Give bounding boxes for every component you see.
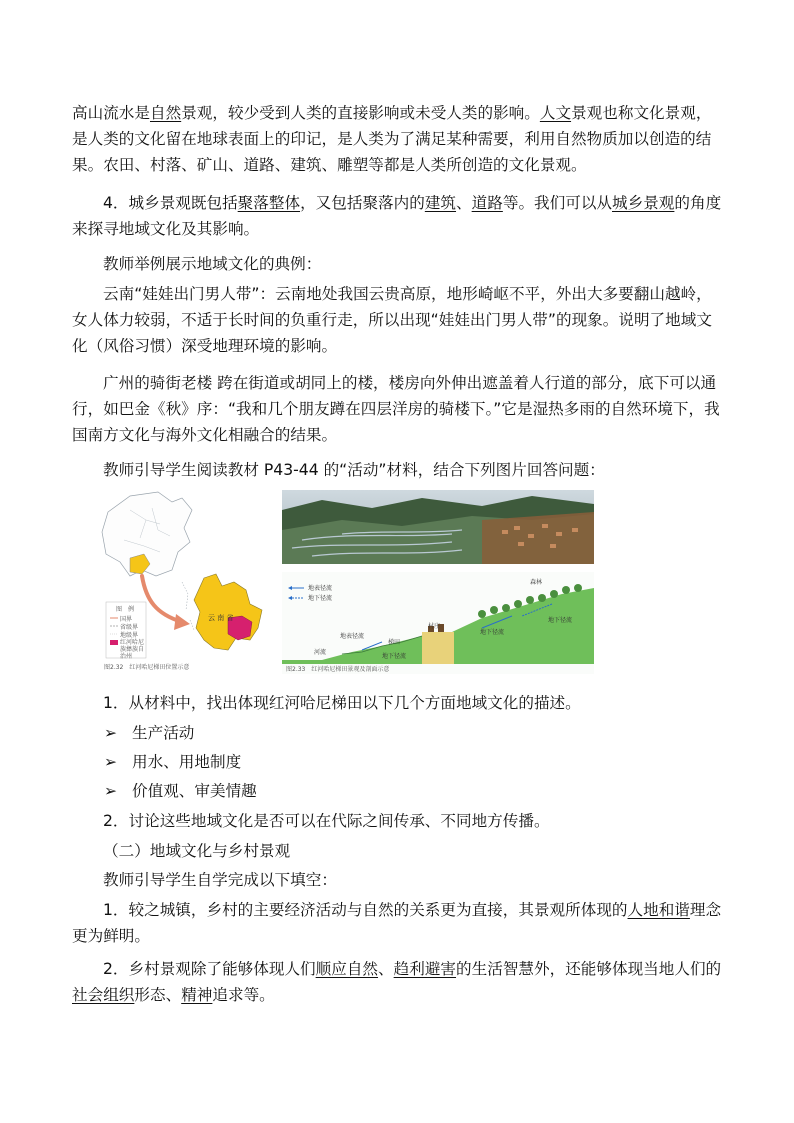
underlined-answer: 顺应自然	[315, 960, 379, 978]
terrace-landscape-photo	[282, 490, 594, 564]
underlined-answer: 社会组织	[72, 986, 135, 1004]
bullet-item	[104, 720, 194, 746]
yunnan-province-map	[194, 574, 262, 650]
zoom-arrow-head	[174, 614, 190, 630]
legend-underground-runoff: 地下径流	[308, 595, 333, 602]
label-terrace: 梯田	[388, 639, 401, 646]
text: 高山流水是	[72, 104, 150, 122]
underlined-answer: 道路	[471, 194, 503, 212]
text: 景观，较少受到人类的直接影响或未受人类的影响。	[181, 104, 540, 122]
text: 景观也称文化景观，是人类的文化留在地球表面上的印记，是人类为了满足某种需要，利用自然物质加以创造的结果。农田、村落、矿山、道路、建筑、雕塑等都是人类所创造的文化景观。	[72, 104, 712, 174]
label-surface-runoff: 地表径流	[340, 633, 365, 640]
label-forest: 森林	[530, 579, 543, 586]
question-2: 2．讨论这些地域文化是否可以在代际之间传承、不同地方传播。	[103, 812, 550, 830]
text: 2．乡村景观除了能够体现人们	[103, 960, 316, 978]
question-1: 1．从材料中，找出体现红河哈尼梯田以下几个方面地域文化的描述。	[103, 694, 581, 712]
label-underground-runoff: 地下径流	[382, 653, 407, 660]
figure-caption-left: 图2.32 红河哈尼梯田位置示意	[104, 664, 190, 671]
paragraph-activity-intro: 教师引导学生阅读教材 P43-44 的“活动”材料，结合下列图片回答问题：	[103, 461, 605, 479]
label-village: 村庄	[428, 623, 441, 630]
paragraph-teacher-example: 教师举例展示地域文化的典例：	[103, 255, 322, 273]
text: 、	[456, 194, 472, 212]
bullet-item	[104, 778, 257, 804]
bullet-text: 生产活动	[132, 724, 195, 742]
text: 1．较之城镇，乡村的主要经济活动与自然的关系更为直接，其景观所体现的	[103, 901, 628, 919]
underlined-answer: 精神	[181, 986, 213, 1004]
text: 追求等。	[212, 986, 275, 1004]
photo-graphic	[282, 490, 594, 564]
bullet-text: 价值观、审美情趣	[132, 782, 257, 800]
underlined-answer: 建筑	[424, 194, 457, 212]
underlined-answer: 人地和谐	[627, 901, 690, 919]
label-river: 河流	[314, 649, 327, 656]
bullet-item	[104, 749, 241, 775]
bullet-arrow-icon: ➢	[104, 724, 118, 742]
profile-graphic	[282, 572, 594, 674]
paragraph-self-study: 教师引导学生自学完成以下填空：	[103, 871, 337, 889]
section-heading: （二）地域文化与乡村景观	[103, 842, 291, 860]
text: 理念更为鲜明。	[72, 901, 722, 945]
figure-caption-right: 图2.33 红河哈尼梯田景观及剖面示意	[286, 666, 390, 673]
bullet-arrow-icon: ➢	[104, 753, 118, 771]
legend-item: 地级界	[120, 632, 139, 639]
paragraph-yunnan-example: 云南“娃娃出门男人带”：云南地处我国云贵高原，地形崎岖不平，外出大多要翻山越岭，女人体力较弱，不适于长时间的负重行走，所以出现“娃娃出门男人带”的现象。说明了地域文化（风俗习惯）深受地理环境的影响。	[72, 285, 712, 355]
underlined-answer: 聚落整体	[237, 194, 301, 212]
underlined-answer: 自然	[149, 104, 182, 122]
paragraph-landscape-types	[72, 100, 724, 178]
underlined-answer: 人文	[539, 104, 572, 122]
legend-title: 图 例	[116, 606, 135, 613]
text: 等。我们可以从	[502, 194, 613, 212]
legend-item: 国界	[120, 616, 133, 623]
label-underground-runoff: 地下径流	[480, 629, 505, 636]
text: 、	[378, 960, 394, 978]
text: 的生活智慧外，还能够体现当地人们的	[456, 960, 722, 978]
paragraph-guangzhou-example: 广州的骑街老楼 跨在街道或胡同上的楼，楼房向外伸出遮盖着人行道的部分，底下可以通行，如巴金《秋》序：“我和几个朋友蹲在四层洋房的骑楼下。”它是湿热多雨的自然环境下，我国南方文化与海外文化相融合的结果。	[72, 374, 720, 444]
legend-item: 省级界	[120, 624, 139, 631]
text: ，又包括聚落内的	[300, 194, 425, 212]
hani-terrace-location-map	[100, 490, 278, 675]
label-underground-runoff: 地下径流	[548, 617, 573, 624]
text: 的角度来探寻地域文化及其影响。	[72, 194, 722, 238]
text: 4．城乡景观既包括	[103, 194, 238, 212]
underlined-answer: 城乡景观	[612, 194, 675, 212]
bullet-text: 用水、用地制度	[132, 753, 242, 771]
paragraph-urban-rural-landscape	[72, 190, 724, 242]
legend-surface-runoff: 地表径流	[308, 585, 333, 592]
text: 形态、	[134, 986, 182, 1004]
underlined-answer: 趋利避害	[393, 960, 457, 978]
province-label: 云 南 省	[208, 614, 234, 622]
fill-blank-2	[72, 956, 724, 1008]
bullet-arrow-icon: ➢	[104, 782, 118, 800]
fill-blank-1	[72, 897, 724, 949]
legend-item: 红河哈尼族彝族自治州	[120, 639, 145, 660]
terrace-cross-section-diagram	[282, 572, 594, 674]
